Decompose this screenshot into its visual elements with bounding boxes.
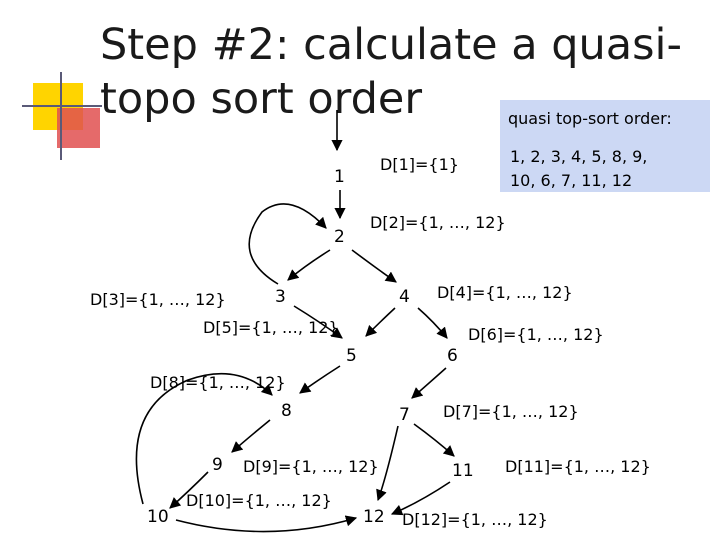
edge-6-7 bbox=[412, 368, 446, 398]
node-2: 2 bbox=[334, 227, 345, 247]
edge-2-4 bbox=[352, 250, 396, 282]
label-d6: D[6]={1, …, 12} bbox=[468, 325, 604, 344]
label-d4: D[4]={1, …, 12} bbox=[437, 283, 573, 302]
edge-4-6 bbox=[418, 308, 447, 338]
order-line-2: 10, 6, 7, 11, 12 bbox=[510, 171, 633, 190]
edge-4-5 bbox=[366, 308, 395, 336]
label-d3: D[3]={1, …, 12} bbox=[90, 290, 226, 309]
node-4: 4 bbox=[399, 287, 410, 307]
edge-10-8 bbox=[136, 374, 272, 504]
node-9: 9 bbox=[212, 455, 223, 475]
title-line-1: Step #2: calculate a quasi- bbox=[100, 20, 683, 70]
node-12: 12 bbox=[363, 507, 385, 527]
node-6: 6 bbox=[447, 346, 458, 366]
node-8: 8 bbox=[281, 401, 292, 421]
label-d8: D[8]={1, …, 12} bbox=[150, 373, 286, 392]
edge-2-3 bbox=[288, 250, 330, 280]
edge-back-to-2 bbox=[249, 204, 326, 284]
edge-10-12 bbox=[176, 518, 356, 532]
label-d12: D[12]={1, …, 12} bbox=[402, 510, 548, 529]
set-labels bbox=[90, 155, 651, 529]
order-line-1: 1, 2, 3, 4, 5, 8, 9, bbox=[510, 147, 648, 166]
label-d11: D[11]={1, …, 12} bbox=[505, 457, 651, 476]
node-10: 10 bbox=[147, 507, 169, 527]
label-d7: D[7]={1, …, 12} bbox=[443, 402, 579, 421]
node-1: 1 bbox=[334, 167, 345, 187]
label-d2: D[2]={1, …, 12} bbox=[370, 213, 506, 232]
edge-5-8 bbox=[300, 366, 340, 393]
title-line-2: topo sort order bbox=[100, 74, 423, 124]
edge-7-11 bbox=[414, 424, 454, 456]
label-d9: D[9]={1, …, 12} bbox=[243, 457, 379, 476]
order-box-heading: quasi top-sort order: bbox=[508, 109, 672, 128]
edge-7-12 bbox=[378, 426, 398, 500]
node-7: 7 bbox=[399, 405, 410, 425]
label-d5: D[5]={1, …, 12} bbox=[203, 318, 339, 337]
node-11: 11 bbox=[452, 461, 474, 481]
node-5: 5 bbox=[346, 346, 357, 366]
label-d1: D[1]={1} bbox=[380, 155, 459, 174]
label-d10: D[10]={1, …, 12} bbox=[186, 491, 332, 510]
edge-8-9 bbox=[232, 420, 270, 452]
node-3: 3 bbox=[275, 287, 286, 307]
